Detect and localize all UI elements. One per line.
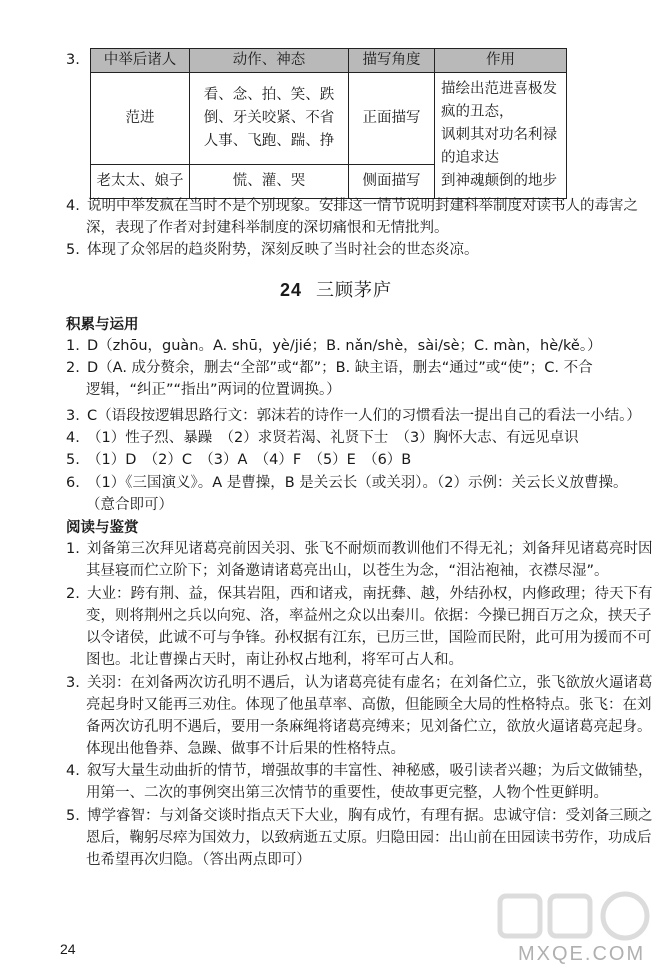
cell-line: 人事、飞跑、踹、挣 bbox=[203, 133, 335, 149]
item-text: 变，则将荆州之兵以向宛、洛，率益州之众以出秦川。依据：今操已拥百万之众，挟天子 bbox=[86, 608, 652, 624]
cell-line: 到神魂颠倒的地步 bbox=[441, 173, 557, 189]
item-text: D（A. 成分赘余，删去“全部”或“都”；B. 缺主语，删去“通过”或“使”；C. 不合 bbox=[87, 360, 593, 376]
table-cell: 慌、灌、哭 bbox=[190, 165, 349, 199]
table-cell: 侧面描写 bbox=[349, 165, 435, 199]
cell-line: 讽刺其对功名利禄的追求达 bbox=[441, 127, 557, 166]
item-text: 深，表现了作者对封建科举制度的深切痛恨和无情批判。 bbox=[86, 220, 449, 236]
table-cell bbox=[435, 73, 567, 199]
item-number: 5. bbox=[66, 808, 80, 824]
item-text: 逻辑，“纠正”“指出”两词的位置调换。） bbox=[86, 382, 341, 398]
item-text: 刘备第三次拜见诸葛亮前因关羽、张飞不耐烦而教训他们不得无礼；刘备拜见诸葛亮时因 bbox=[87, 541, 653, 557]
table-header-row bbox=[91, 49, 567, 73]
item-text: （意合即可） bbox=[86, 497, 173, 513]
item-text: 也希望再次归隐。（答出两点即可） bbox=[86, 852, 311, 868]
cell-line: 描绘出范进喜极发疯的丑态， bbox=[441, 81, 557, 120]
item-number: 6. bbox=[66, 475, 80, 491]
table-cell bbox=[190, 73, 349, 165]
watermark-text: MXQE.COM bbox=[518, 943, 646, 965]
item-text: C（语段按逻辑思路行文：郭沫若的诗作一人们的习惯看法一提出自己的看法一小结。） bbox=[87, 408, 641, 424]
item-text: （1）D （2）C （3）A （4）F （5）E （6）B bbox=[87, 452, 412, 468]
cell-line: 看、念、拍、笑、跌 bbox=[203, 87, 335, 103]
item-text: 恩后，鞠躬尽瘁为国效力，以致病逝五丈原。归隐田园：出山前在田园读书劳作，功成后 bbox=[86, 830, 652, 846]
item-text: 体现出他鲁莽、急躁、做事不计后果的性格特点。 bbox=[86, 741, 405, 757]
item-number: 1. bbox=[66, 541, 80, 557]
item-number: 3. bbox=[66, 408, 80, 424]
item-text: 亮起身时又能再三劝住。体现了他虽草率、高傲，但能顾全大局的性格特点。张飞：在刘 bbox=[86, 697, 652, 713]
item-number: 5. bbox=[66, 242, 80, 258]
item-text: 博学睿智：与刘备交谈时指点天下大业，胸有成竹，有理有据。忠诚守信：受刘备三顾之 bbox=[87, 808, 653, 824]
item-text: 其昼寝而伫立阶下；刘备邀请诸葛亮出山，以苍生为念，“泪沾袍袖，衣襟尽湿”。 bbox=[86, 563, 609, 579]
item-text: 大业：跨有荆、益，保其岩阻，西和诸戎，南抚彝、越，外结孙权，内修政理；待天下有 bbox=[87, 586, 653, 602]
table-row bbox=[91, 73, 567, 165]
item-text: 说明中举发疯在当时不是个别现象。安排这一情节说明封建科举制度对读书人的毒害之 bbox=[87, 198, 638, 214]
lesson-name: 三顾茅庐 bbox=[316, 280, 393, 301]
table-cell: 范进 bbox=[91, 73, 190, 165]
item-number: 5. bbox=[66, 452, 80, 468]
cell-line: 倒、牙关咬紧、不省 bbox=[203, 110, 335, 126]
item-text: 以令诸侯，此诚不可与争锋。孙权据有江东，已历三世，国险而民附，此可用为援而不可 bbox=[86, 630, 652, 646]
item-text: 叙写大量生动曲折的情节，增强故事的丰富性、神秘感，吸引读者兴趣；为后文做铺垫， bbox=[87, 763, 653, 779]
section-heading: 积累与运用 bbox=[66, 317, 139, 333]
table-cell: 正面描写 bbox=[349, 73, 435, 165]
item-text: 备两次访孔明不遇后，要用一条麻绳将诸葛亮缚来；见刘备伫立，欲放火逼诸葛亮起身。 bbox=[86, 719, 652, 735]
item-text: 图也。北让曹操占天时，南让孙权占地利，将军可占人和。 bbox=[86, 652, 463, 668]
item-number: 4. bbox=[66, 430, 80, 446]
lesson-number: 24 bbox=[279, 280, 303, 300]
table-header: 动作、神态 bbox=[190, 49, 349, 73]
item-number: 2. bbox=[66, 360, 80, 376]
item-text: 关羽：在刘备两次访孔明不遇后，认为诸葛亮徒有虚名；在刘备伫立，张飞欲放火逼诸葛 bbox=[87, 675, 653, 691]
item-number: 3. bbox=[66, 675, 80, 691]
summary-table bbox=[90, 48, 567, 199]
table-cell: 老太太、娘子 bbox=[91, 165, 190, 199]
item-number: 4. bbox=[66, 763, 80, 779]
item-number: 2. bbox=[66, 586, 80, 602]
page-number: 24 bbox=[60, 941, 76, 957]
item-text: 体现了众邻居的趋炎附势，深刻反映了当时社会的世态炎凉。 bbox=[87, 242, 479, 258]
item-number: 1. bbox=[66, 338, 80, 354]
table-header: 中举后诸人 bbox=[91, 49, 190, 73]
table-header: 作用 bbox=[435, 49, 567, 73]
item-number: 4. bbox=[66, 198, 80, 214]
item-text: D（zhōu，guàn。A. shū，yè/jié；B. nǎn/shè，sài/sè；C. màn，hè/kě。） bbox=[87, 338, 602, 354]
item-text: （1）《三国演义》。A 是曹操，B 是关云长（或关羽）。（2）示例：关云长义放曹操。 bbox=[87, 475, 628, 491]
section-heading: 阅读与鉴赏 bbox=[66, 520, 139, 536]
lesson-title bbox=[0, 276, 672, 302]
item-text: （1）性子烈、暴躁 （2）求贤若渴、礼贤下士 （3）胸怀大志、有远见卓识 bbox=[87, 430, 579, 446]
table-header: 描写角度 bbox=[349, 49, 435, 73]
item-text: 用第一、二次的事例突出第三次情节的重要性，使故事更完整，人物个性更鲜明。 bbox=[86, 785, 608, 801]
item-number: 3. bbox=[66, 52, 80, 68]
